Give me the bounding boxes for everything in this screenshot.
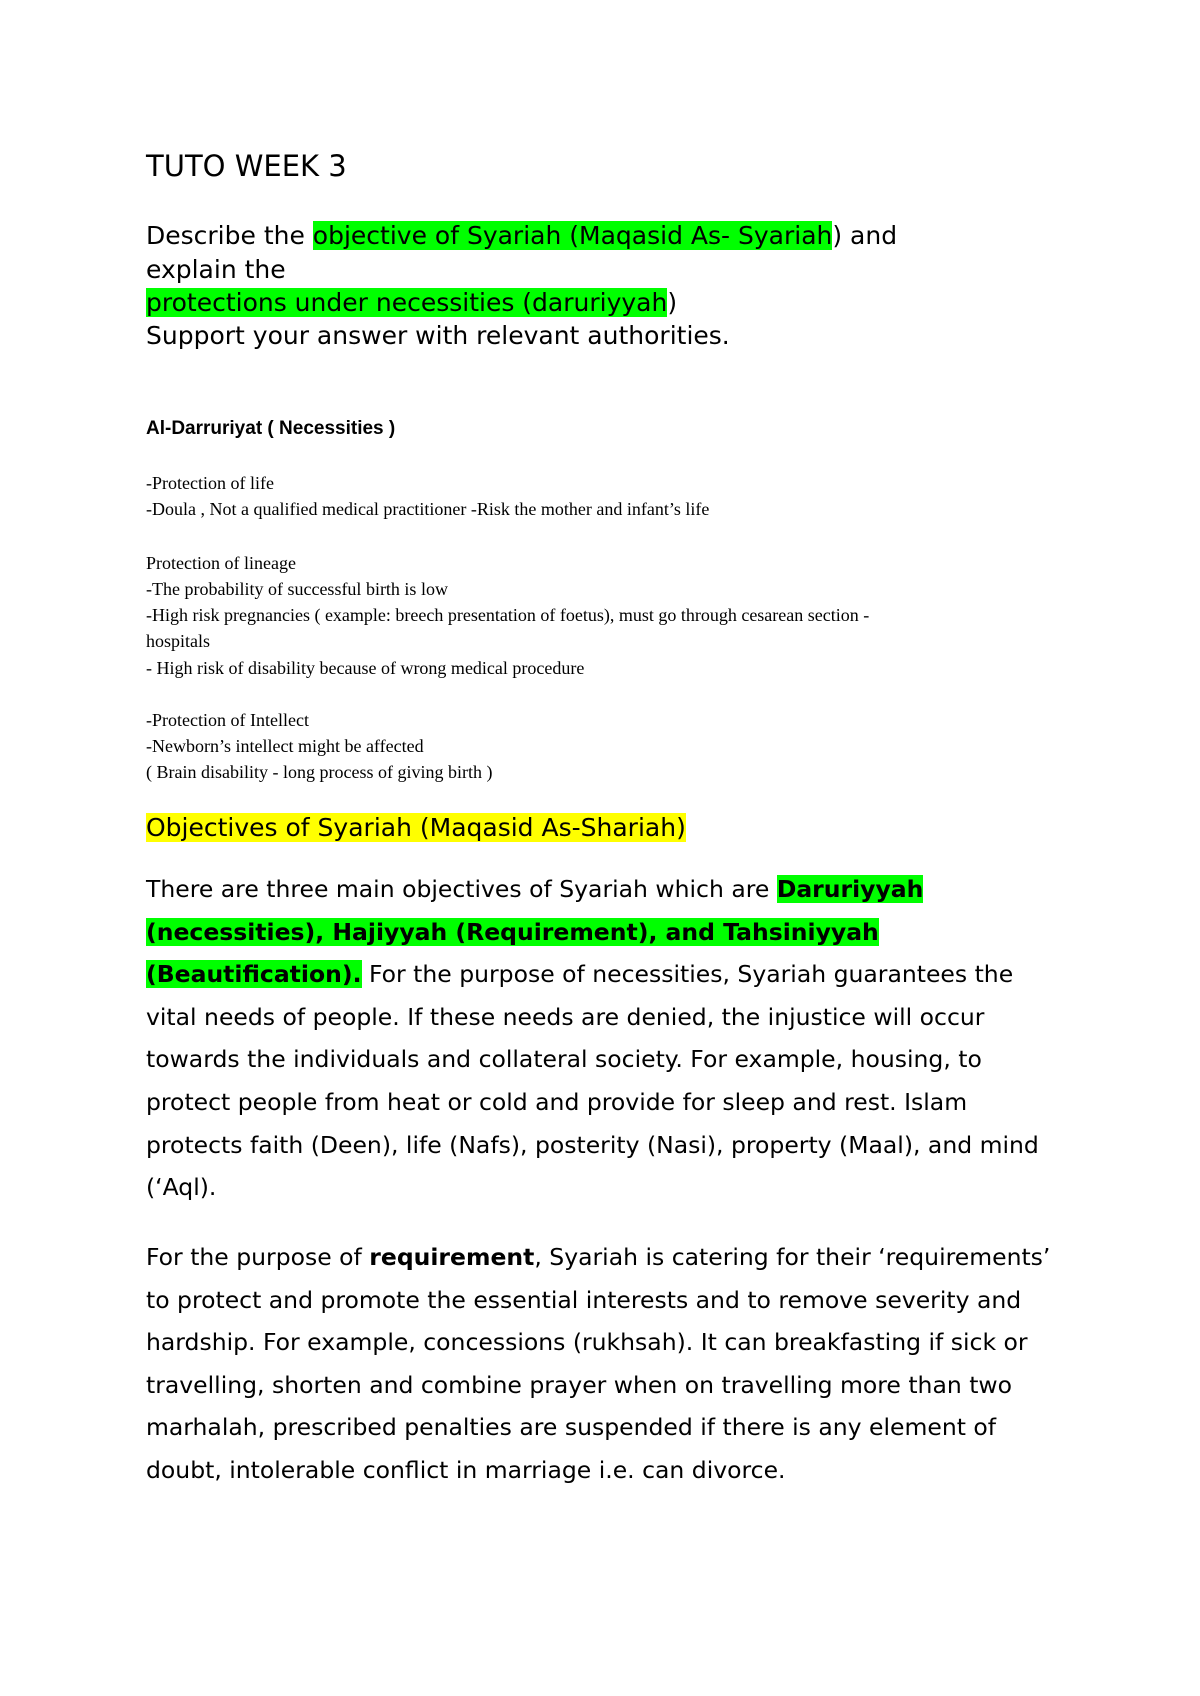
- paragraph-text: For the purpose of: [146, 1243, 370, 1271]
- note-line: -Newborn’s intellect might be affected: [146, 736, 424, 756]
- question-line-4: Support your answer with relevant authorities.: [146, 321, 730, 350]
- note-line: -High risk pregnancies ( example: breech presentation of foetus), must go through cesarean section -: [146, 605, 870, 625]
- question-text: ) and: [832, 221, 898, 250]
- document-title: TUTO WEEK 3: [146, 149, 347, 183]
- question-highlight: protections under necessities (daruriyyah: [146, 288, 668, 317]
- question-text: ): [667, 288, 678, 317]
- question-highlight: objective of Syariah (Maqasid As- Syariah: [312, 221, 833, 250]
- necessities-heading: Al-Darruriyat ( Necessities ): [146, 418, 396, 439]
- note-line: -Doula , Not a qualified medical practitioner -Risk the mother and infant’s life: [146, 499, 710, 519]
- question-line-3: [146, 287, 677, 319]
- paragraph-highlight: Daruriyyah (necessities), Hajiyyah (Requirement), and Tahsiniyyah (Beautification).: [146, 875, 924, 989]
- question-text: Describe the: [146, 221, 313, 250]
- objectives-paragraph: [146, 868, 1066, 1209]
- objectives-heading-highlight: Objectives of Syariah (Maqasid As-Shariah): [146, 813, 686, 842]
- requirement-paragraph: [146, 1236, 1066, 1492]
- paragraph-bold: requirement: [369, 1243, 535, 1271]
- note-line: -Protection of life: [146, 473, 274, 493]
- note-line: -The probability of successful birth is low: [146, 579, 448, 599]
- question-line-1: [146, 220, 897, 252]
- note-line: hospitals: [146, 631, 211, 651]
- note-line: ( Brain disability - long process of giving birth ): [146, 762, 493, 782]
- note-line: - High risk of disability because of wrong medical procedure: [146, 658, 585, 678]
- objectives-heading: [146, 811, 686, 845]
- paragraph-text: , Syariah is catering for their ‘requirements’ to protect and promote the essential interests and to remove severity and hardship. For example, concessions (rukhsah). It can breakfasting if sick or travelling, shorten and combine prayer when on travelling more than two marhalah, prescribed penalties are suspended if there is any element of doubt, intolerable conflict in marriage i.e. can divorce.: [146, 1243, 1051, 1484]
- paragraph-text: For the purpose of necessities, Syariah guarantees the vital needs of people. If these needs are denied, the injustice will occur towards the individuals and collateral society. For example, housing, to protect people from heat or cold and provide for sleep and rest. Islam protects faith (Deen), life (Nafs), posterity (Nasi), property (Maal), and mind (‘Aql).: [146, 960, 1039, 1202]
- note-line: Protection of lineage: [146, 553, 296, 573]
- question-line-2: explain the: [146, 255, 286, 284]
- note-line: -Protection of Intellect: [146, 710, 309, 730]
- paragraph-text: There are three main objectives of Syariah which are: [146, 875, 777, 903]
